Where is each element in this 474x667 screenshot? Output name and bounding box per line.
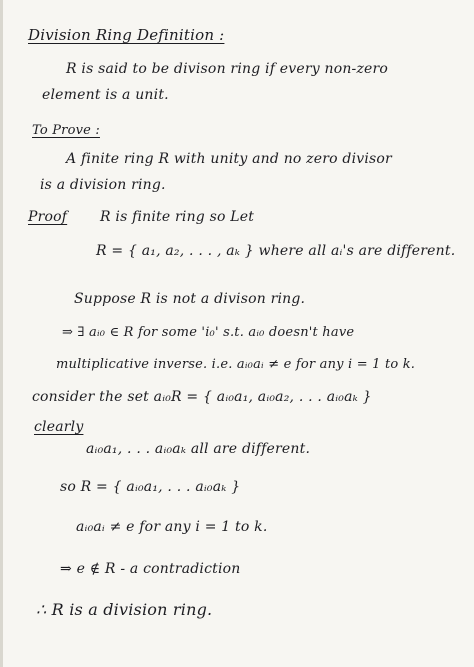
definition-line-2: element is a unit. <box>42 87 169 103</box>
suppose-line: Suppose R is not a divison ring. <box>74 291 306 307</box>
implies-line-2: multiplicative inverse. i.e. aᵢ₀aᵢ ≠ e for any i = 1 to k. <box>56 357 416 372</box>
definition-line-1: R is said to be divison ring if every non-zero <box>66 61 389 77</box>
proof-line-1: R is finite ring so Let <box>100 209 255 225</box>
consider-line: consider the set aᵢ₀R = { aᵢ₀a₁, aᵢ₀a₂, . . . aᵢ₀aₖ } <box>32 389 372 405</box>
neq-line: aᵢ₀aᵢ ≠ e for any i = 1 to k. <box>76 519 268 535</box>
conclusion-line: ∴ R is a division ring. <box>36 600 213 619</box>
left-page-edge <box>0 0 3 667</box>
clearly-label: clearly <box>34 419 84 435</box>
to-prove-label: To Prove : <box>32 123 100 138</box>
proof-line-2: R = { a₁, a₂, . . . , aₖ } where all aᵢ's are different. <box>96 243 456 259</box>
heading: Division Ring Definition : <box>28 26 225 44</box>
contradiction-line: ⇒ e ∉ R - a contradiction <box>60 561 241 577</box>
so-line: so R = { aᵢ₀a₁, . . . aᵢ₀aₖ } <box>60 479 241 495</box>
clearly-line: aᵢ₀a₁, . . . aᵢ₀aₖ all are different. <box>86 441 311 457</box>
to-prove-line-2: is a division ring. <box>40 177 166 193</box>
to-prove-line-1: A finite ring R with unity and no zero divisor <box>66 151 392 167</box>
proof-label: Proof <box>28 209 68 225</box>
implies-line-1: ⇒ ∃ aᵢ₀ ∈ R for some 'i₀' s.t. aᵢ₀ doesn't have <box>62 325 355 340</box>
